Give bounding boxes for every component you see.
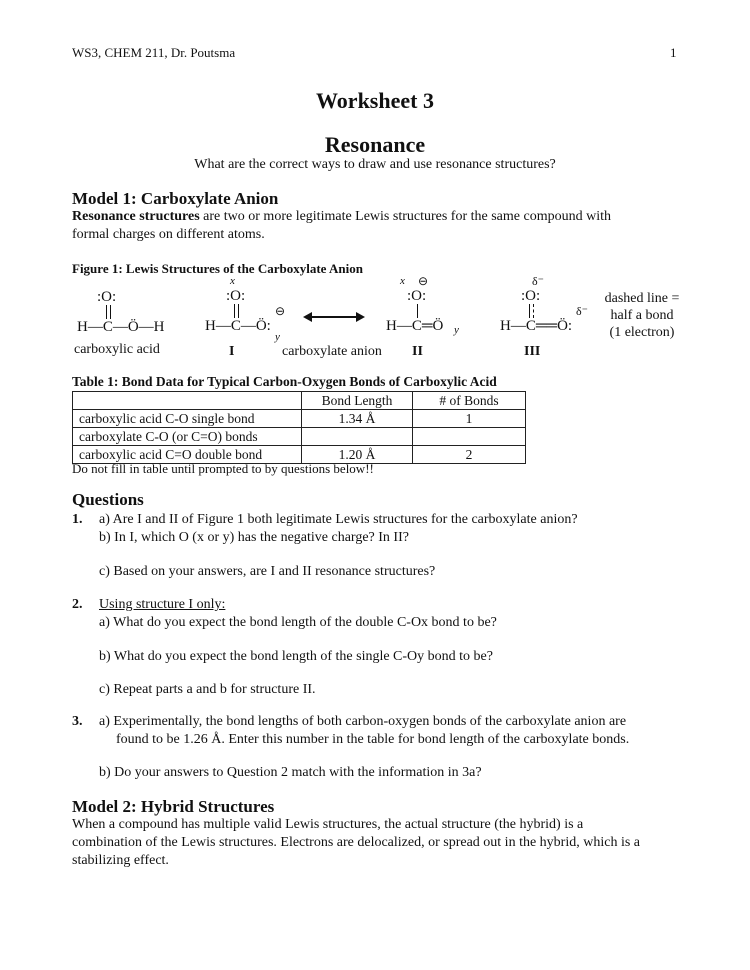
resonance-arrow-icon (303, 311, 365, 323)
single-bond (417, 304, 418, 318)
table-row (73, 410, 526, 428)
q2a: a) What do you expect the bond length of the double C-Ox bond to be? (99, 615, 497, 630)
q1c: c) Based on your answers, are I and II resonance structures? (99, 564, 436, 579)
y-label: y (454, 324, 459, 336)
negative-charge-icon: ⊖ (275, 304, 286, 318)
table-header-row (73, 392, 526, 410)
cell: carboxylic acid C=O double bond (73, 446, 302, 464)
bond-data-table (72, 391, 526, 464)
cell: 1.34 Å (302, 410, 413, 428)
partial-double-bond (529, 304, 534, 318)
table1-caption: Table 1: Bond Data for Typical Carbon-Oxygen Bonds of Carboxylic Acid (72, 374, 497, 389)
chain: H—C—Ö: (205, 318, 271, 334)
cell: 1 (413, 410, 526, 428)
partial-charge-right: δ⁻ (576, 304, 588, 318)
model1-heading: Model 1: Carboxylate Anion (72, 189, 279, 208)
page-number: 1 (670, 45, 677, 60)
q2-number: 2. (72, 597, 83, 612)
header-cell (73, 392, 302, 410)
x-label: x (230, 275, 235, 287)
q1a: a) Are I and II of Figure 1 both legitimate Lewis structures for the carboxylate anion? (99, 512, 578, 527)
cell: carboxylate C-O (or C=O) bonds (73, 428, 302, 446)
structure-III (500, 274, 595, 344)
partial-charge-top: δ⁻ (532, 274, 544, 288)
q1-number: 1. (72, 512, 83, 527)
double-bond (106, 305, 111, 319)
y-label: y (275, 331, 280, 343)
negative-charge-icon: ⊖ (418, 274, 429, 288)
q3b: b) Do your answers to Question 2 match with the information in 3a? (99, 765, 482, 780)
label-III: III (524, 344, 541, 359)
label-II: II (412, 344, 423, 359)
oxygen-x: :O: (226, 288, 246, 304)
questions-heading: Questions (72, 490, 144, 509)
oxygen-top: :O: (521, 288, 541, 304)
guiding-question: What are the correct ways to draw and use resonance structures? (194, 157, 556, 172)
model2-heading: Model 2: Hybrid Structures (72, 797, 275, 816)
label-carboxylate-anion: carboxylate anion (282, 344, 382, 359)
text: are two or more legitimate Lewis structures for the same compound with (199, 209, 611, 224)
chain: H—C—Ö—H (77, 319, 165, 335)
q1b: b) In I, which O (x or y) has the negative charge? In II? (99, 530, 409, 545)
structure-II (386, 274, 476, 344)
q3a-line2: found to be 1.26 Å. Enter this number in the table for bond length of the carboxylate bonds. (116, 732, 630, 747)
chain: H—C═Ö (386, 318, 444, 334)
cell: 2 (413, 446, 526, 464)
label-carboxylic-acid: carboxylic acid (74, 342, 160, 357)
cell: 1.20 Å (302, 446, 413, 464)
structure-carboxylic-acid (77, 290, 167, 340)
header-cell: # of Bonds (413, 392, 526, 410)
note-line: dashed line = (604, 291, 680, 306)
q3a-line1: a) Experimentally, the bond lengths of both carbon-oxygen bonds of the carboxylate anion are (99, 714, 627, 729)
oxygen-top: :O: (97, 289, 117, 305)
q2c: c) Repeat parts a and b for structure II. (99, 682, 316, 697)
structure-I (205, 275, 295, 344)
note-line: (1 electron) (609, 325, 675, 340)
model1-text-line1 (72, 209, 611, 225)
q2-intro: Using structure I only: (99, 597, 226, 612)
q2b: b) What do you expect the bond length of the single C-Oy bond to be? (99, 649, 493, 664)
x-label: x (400, 275, 405, 287)
page-title: Worksheet 3 (316, 88, 434, 113)
q3-number: 3. (72, 714, 83, 729)
model1-text-line2: formal charges on different atoms. (72, 227, 265, 242)
cell-blank[interactable] (302, 428, 413, 446)
figure1-caption: Figure 1: Lewis Structures of the Carboxylate Anion (72, 261, 363, 276)
cell-blank[interactable] (413, 428, 526, 446)
table-row (73, 428, 526, 446)
chain: H—C══Ö: (500, 318, 573, 334)
model2-line: combination of the Lewis structures. Electrons are delocalized, or spread out in the hybrid, which is a (72, 835, 640, 850)
header-left: WS3, CHEM 211, Dr. Poutsma (72, 45, 236, 60)
model2-line: stabilizing effect. (72, 853, 169, 868)
model2-line: When a compound has multiple valid Lewis structures, the actual structure (the hybrid) is a (72, 817, 584, 832)
note-line: half a bond (610, 308, 674, 323)
page-subtitle: Resonance (324, 132, 426, 157)
table-note: Do not fill in table until prompted to by questions below!! (72, 461, 374, 476)
header-cell: Bond Length (302, 392, 413, 410)
label-I: I (229, 344, 235, 359)
oxygen-x: :O: (407, 288, 427, 304)
term: Resonance structures (72, 209, 200, 224)
double-bond (234, 304, 239, 318)
cell: carboxylic acid C-O single bond (73, 410, 302, 428)
